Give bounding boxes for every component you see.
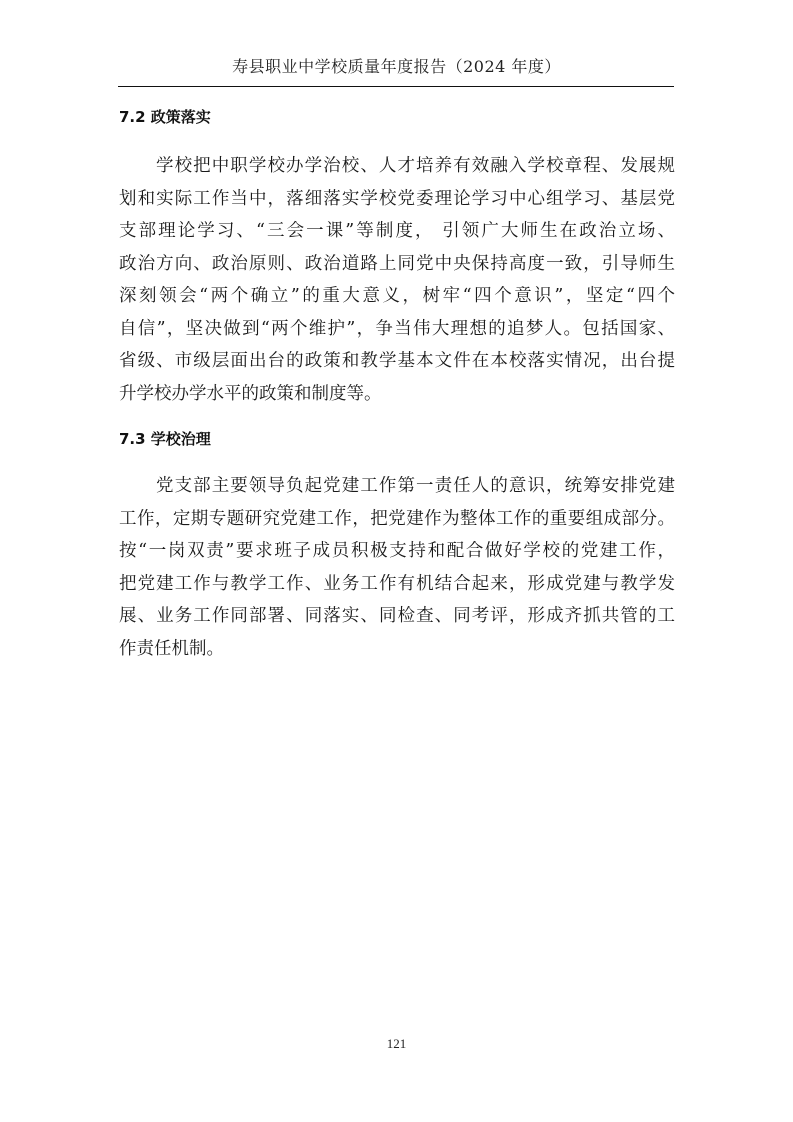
paragraph-line: 把党建工作与教学工作、业务工作有机结合起来，形成党建与教学发	[119, 573, 675, 594]
paragraph-line: 按“一岗双责”要求班子成员积极支持和配合做好学校的党建工作，	[119, 541, 675, 561]
page-header-title: 寿县职业中学校质量年度报告（2024 年度）	[232, 57, 561, 76]
section-heading-policy-implementation: 7.2 政策落实	[119, 108, 211, 126]
section-heading-school-governance: 7.3 学校治理	[119, 430, 211, 448]
header-divider	[118, 86, 674, 87]
paragraph-line: 作责任机制。	[119, 638, 224, 659]
paragraph-line: 深刻领会“两个确立”的重大意义，树牢“四个意识”，坚定“四个	[119, 286, 675, 306]
page-number: 121	[386, 1036, 407, 1051]
paragraph-line: 学校把中职学校办学治校、人才培养有效融入学校章程、发展规	[156, 156, 675, 176]
section-paragraph-school-governance	[119, 470, 675, 665]
paragraph-line: 支部理论学习、“三会一课”等制度， 引领广大师生在政治立场、	[119, 221, 675, 241]
paragraph-line: 划和实际工作当中，落细落实学校党委理论学习中心组学习、基层党	[119, 188, 675, 209]
paragraph-line: 升学校办学水平的政策和制度等。	[119, 383, 382, 404]
paragraph-line: 展、业务工作同部署、同落实、同检查、同考评，形成齐抓共管的工	[119, 606, 675, 626]
paragraph-line: 政治方向、政治原则、政治道路上同党中央保持高度一致，引导师生	[119, 253, 675, 274]
paragraph-line: 工作，定期专题研究党建工作，把党建作为整体工作的重要组成部分。	[119, 508, 675, 529]
section-paragraph-policy-implementation	[119, 150, 675, 410]
paragraph-line: 自信”，坚决做到“两个维护”，争当伟大理想的追梦人。包括国家、	[119, 318, 675, 339]
paragraph-line: 党支部主要领导负起党建工作第一责任人的意识，统筹安排党建	[156, 476, 675, 496]
paragraph-line: 省级、市级层面出台的政策和教学基本文件在本校落实情况，出台提	[119, 351, 675, 371]
